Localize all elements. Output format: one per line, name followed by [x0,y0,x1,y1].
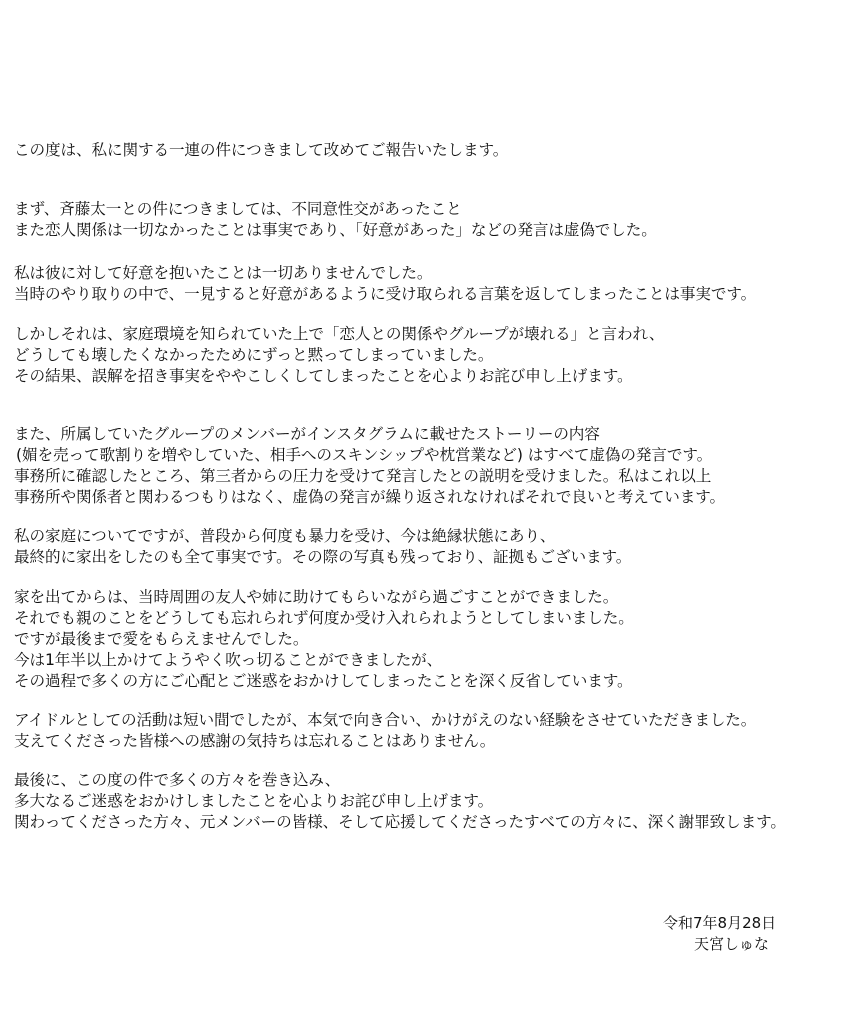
statement-line: (媚を売って歌割りを増やしていた、相手へのスキンシップや枕営業など) はすべて虚偽の発言です。 [16,446,713,464]
statement-line: しかしそれは、家庭環境を知られていた上で「恋人との関係やグループが壊れる」と言われ、 [14,325,665,343]
statement-line: また、所属していたグループのメンバーがインスタグラムに載せたストーリーの内容 [14,425,600,443]
statement-line: 私の家庭についてですが、普段から何度も暴力を受け、今は絶縁状態にあり、 [14,527,556,545]
statement-line: また恋人関係は一切なかったことは事実であり、「好意があった」などの発言は虚偽でした。 [14,221,657,239]
statement-signature: 天宮しゅな [694,935,770,953]
statement-line: 家を出てからは、当時周囲の友人や姉に助けてもらいながら過ごすことができました。 [14,588,619,606]
statement-line: その結果、誤解を招き事実をややこしくしてしまったことを心よりお詫び申し上げます。 [14,367,633,385]
statement-line: アイドルとしての活動は短い間でしたが、本気で向き合い、かけがえのない経験をさせていただきました。 [14,711,757,729]
statement-line: それでも親のことをどうしても忘れられず何度か受け入れられようとしてしまいました。 [14,609,634,627]
statement-line: 多大なるご迷惑をおかけしましたことを心よりお詫び申し上げます。 [14,792,494,810]
statement-line: その過程で多くの方にご心配とご迷惑をおかけしてしまったことを深く反省しています。 [14,672,633,690]
statement-line: まず、斉藤太一との件につきましては、不同意性交があったこと [14,200,462,218]
statement-line: どうしても壊したくなかったためにずっと黙ってしまっていました。 [14,346,494,364]
statement-line: 最終的に家出をしたのも全て事実です。その際の写真も残っており、証拠もございます。 [14,548,632,566]
statement-line: 私は彼に対して好意を抱いたことは一切ありませんでした。 [14,264,433,282]
statement-date: 令和7年8月28日 [663,914,777,932]
statement-line: この度は、私に関する一連の件につきまして改めてご報告いたします。 [14,141,509,159]
statement-line: 最後に、この度の件で多くの方々を巻き込み、 [14,771,341,789]
statement-line: 関わってくださった方々、元メンバーの皆様、そして応援してくださったすべての方々に、深く謝罪致します。 [14,813,786,831]
statement-line: ですが最後まで愛をもらえませんでした。 [14,630,309,648]
statement-line: 支えてくださった皆様への感謝の気持ちは忘れることはありません。 [14,732,496,750]
statement-line: 事務所に確認したところ、第三者からの圧力を受けて発言したとの説明を受けました。私はこれ以上 [14,467,712,485]
statement-line: 今は1年半以上かけてようやく吹っ切ることができましたが、 [14,651,443,669]
statement-line: 当時のやり取りの中で、一見すると好意があるように受け取られる言葉を返してしまったことは事実です。 [14,285,757,303]
statement-line: 事務所や関係者と関わるつもりはなく、虚偽の発言が繰り返されなければそれで良いと考えています。 [14,488,725,506]
